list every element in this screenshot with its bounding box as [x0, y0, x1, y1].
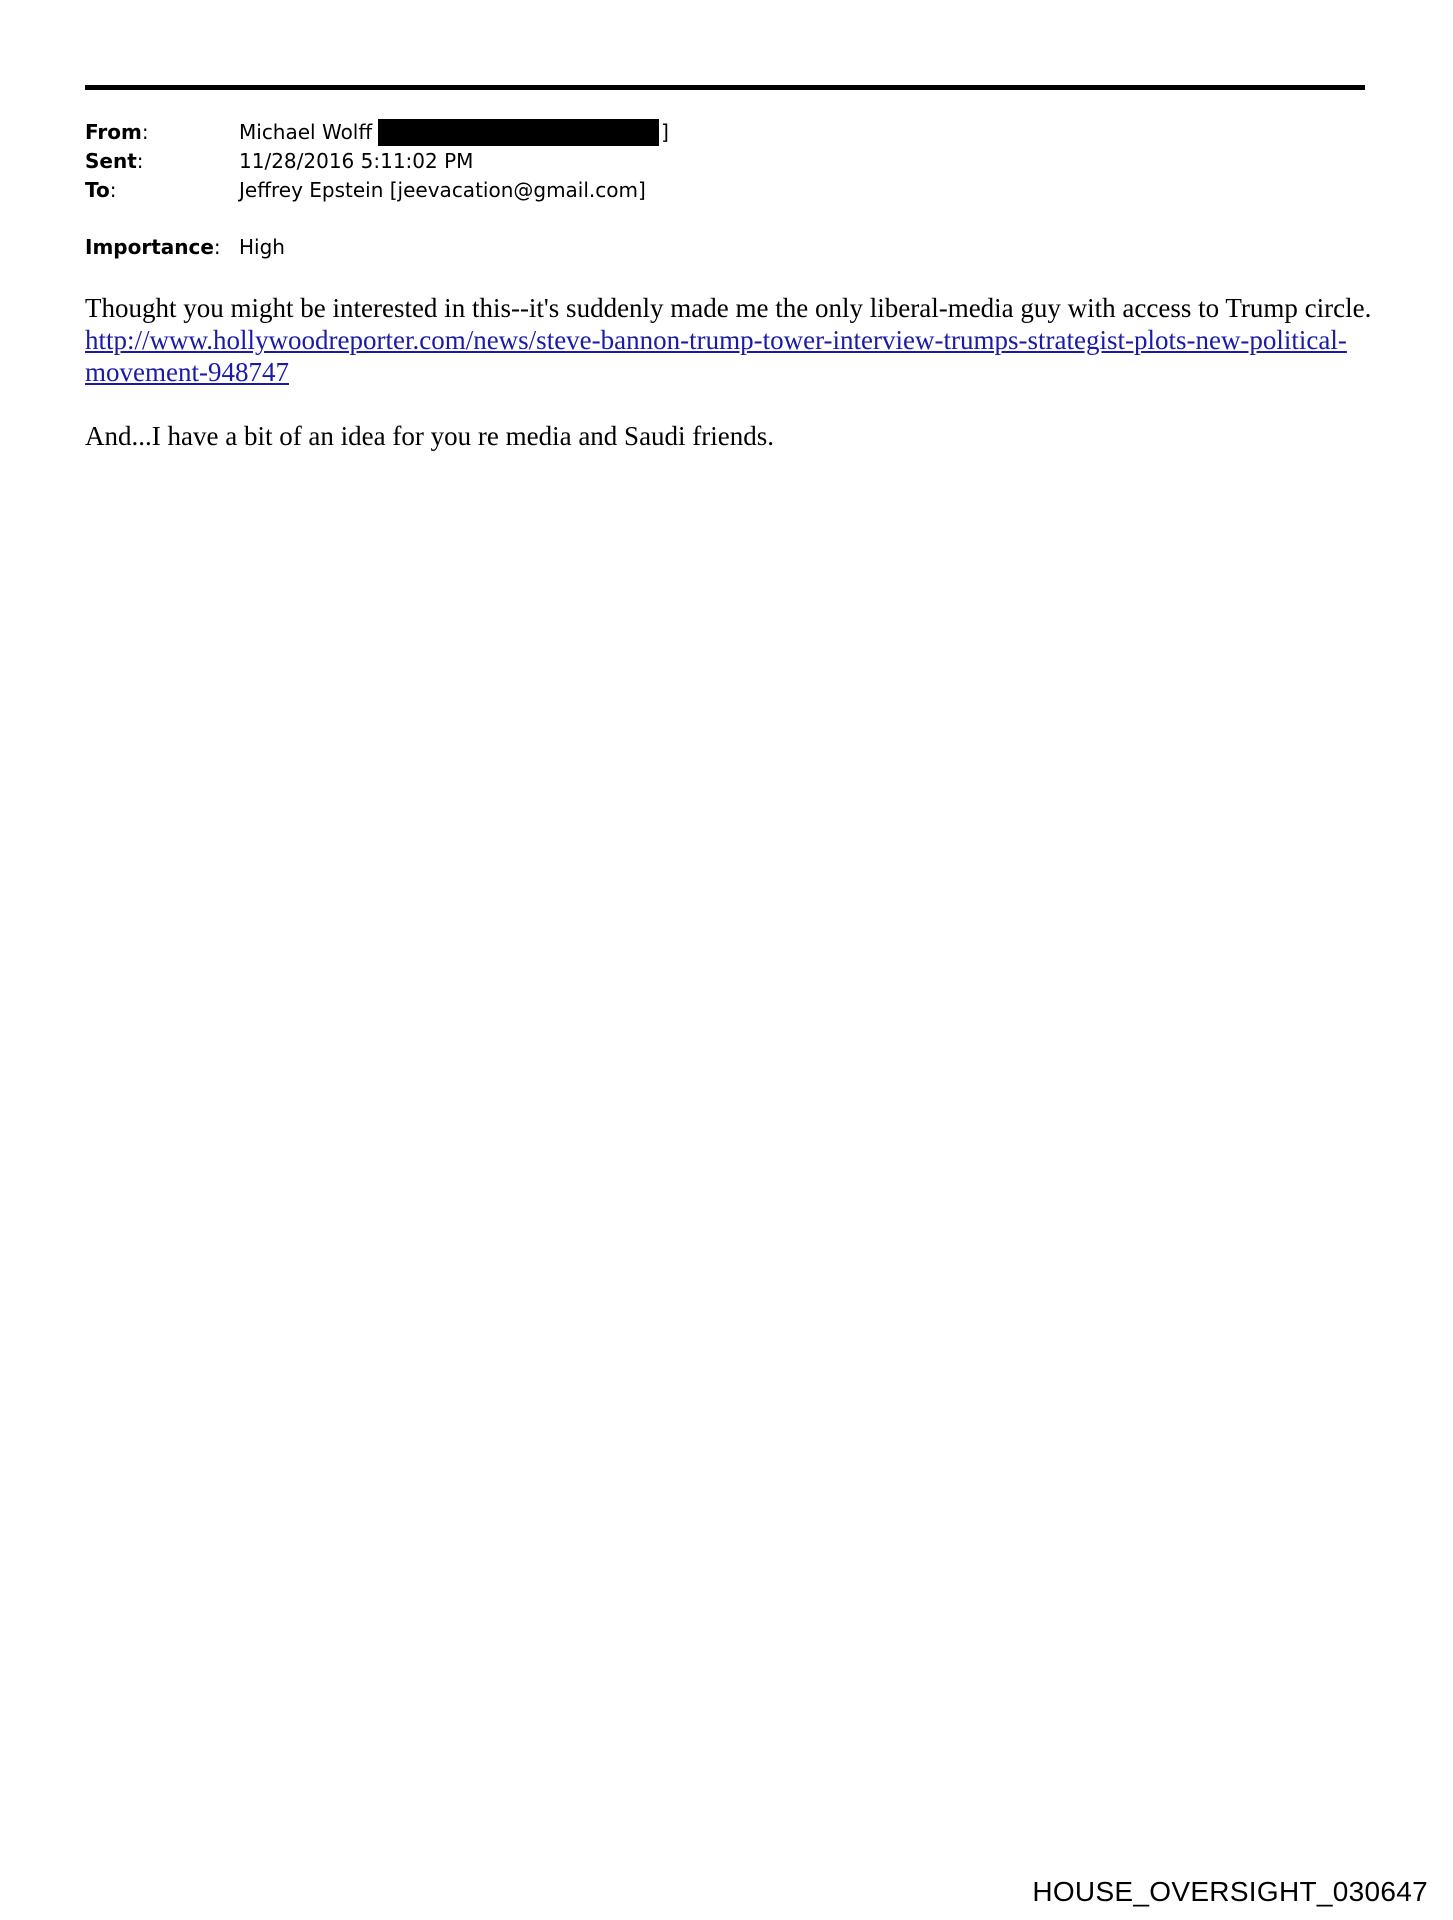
body-paragraph-2: And...I have a bit of an idea for you re media and Saudi friends. [85, 421, 775, 451]
sent-value: 11/28/2016 5:11:02 PM [239, 149, 474, 173]
to-value: Jeffrey Epstein [jeevacation@gmail.com] [239, 178, 646, 202]
from-value-cell [239, 118, 669, 147]
sent-label-cell [85, 147, 239, 176]
from-bracket: ] [661, 120, 669, 144]
header-spacer [85, 205, 669, 233]
sent-row [85, 147, 669, 176]
body-paragraph-1-text: Thought you might be interested in this--it's suddenly made me the only liberal-media guy with access to Trump circle. [85, 293, 1372, 323]
from-colon: : [141, 120, 149, 144]
to-colon: : [109, 178, 117, 202]
email-header [85, 118, 669, 262]
body-paragraph-1 [85, 292, 1375, 388]
bates-number: HOUSE_OVERSIGHT_030647 [1032, 1876, 1428, 1907]
to-row [85, 176, 669, 205]
from-label-cell [85, 118, 239, 147]
header-rule [85, 85, 1365, 90]
from-label: From [85, 120, 142, 144]
importance-value: High [239, 235, 285, 259]
to-label-cell [85, 176, 239, 205]
to-label: To [85, 178, 110, 202]
importance-colon: : [213, 235, 221, 259]
email-body [85, 292, 1375, 452]
importance-label: Importance [85, 235, 214, 259]
sent-label: Sent [85, 149, 137, 173]
importance-row [85, 233, 669, 262]
article-link[interactable]: http://www.hollywoodreporter.com/news/steve-bannon-trump-tower-interview-trumps-strategist-plots-new-political-movement-948747 [85, 325, 1347, 387]
from-value: Michael Wolff [239, 120, 373, 144]
importance-label-cell [85, 233, 239, 262]
redaction-block [378, 119, 659, 146]
sent-colon: : [136, 149, 144, 173]
from-row [85, 118, 669, 147]
